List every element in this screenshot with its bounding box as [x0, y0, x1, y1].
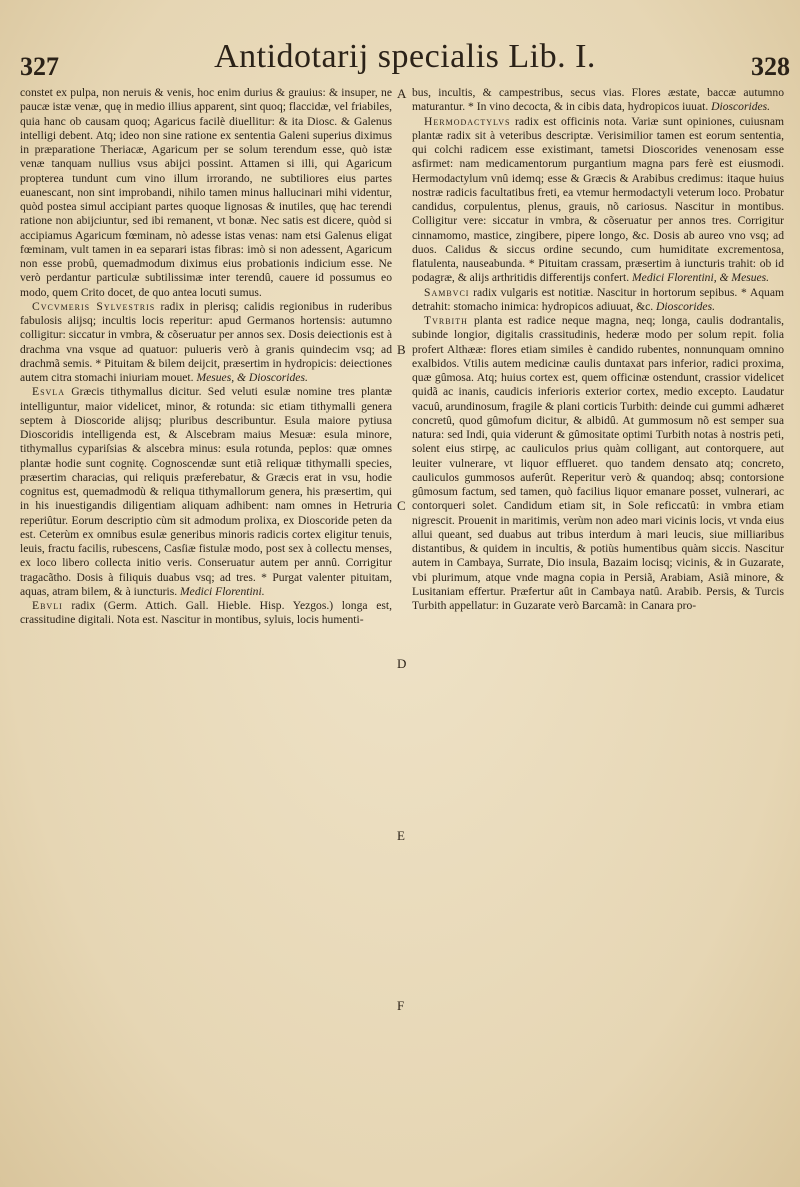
section-marker-f: F	[397, 998, 405, 1013]
entry-paragraph	[412, 115, 784, 286]
entry-text: constet ex pulpa, non neruis & venis, hoc enim durius & grauius: & insuper, ne paucæ istæ venæ, quę in medio illius apparent, sint quoq; flaccidæ, vel friabiles, quia hanc ob causam quoq; Agaricus facilè diuellitur: & ita Diosc. & Galenus intelligi debent. Atq; ideo non sine ratione ex sententia Galeni superius diximus in præparatione Theriacæ, Agaricum per se solum terendum esse, quò istæ venæ tanquam nullius vsus abijci possint. Attamen si illi, qui Agaricum propterea tundunt cum vino illum irrorando, ne subtiliores eius partes euanescant, non sint improbandi, nihilo tamen minus hallucinari mihi videntur, quòd postea simul accipiant partes quoque lignosas & inutiles, quę hac terendi ratione non abijciuntur, sed ibi remanent, vt bonæ. Nec satis est dicere, quòd si accipiamus Agaricum fœminam, nò adesse istas venas: nam etsi Galenus eligat fœminam, vult tamen in ea separari istas fibras: imò si non adessent, Agaricum non esse probû, quemadmodum diximus eius probationis indicium esse. Ne verò perdantur particulæ subtilissimæ inter terendû, cauere id possumus eo modo, quem Crito docet, de quo antea locuti sumus.	[20, 86, 392, 299]
entry-text: bus, incultis, & campestribus, secus vias. Flores æstate, baccæ autumno maturantur. * In vino decocta, & in cibis data, hydropicos iuuat.	[412, 86, 784, 114]
running-title: Antidotarij specialis Lib. I.	[214, 38, 596, 75]
entry-citation: Dioscorides.	[653, 299, 715, 313]
entry-paragraph	[20, 300, 392, 386]
entry-citation: Dioscorides.	[708, 100, 771, 114]
entry-headword: Esvla	[32, 385, 65, 399]
section-marker-c: C	[397, 498, 406, 513]
entry-text: planta est radice neque magna, neq; longa, caulis dodrantalis, subinde longior, digitalis crassitudinis, hederæ modo per solum repit. folia profert Althææ: flores etiam similes è candido rubentes, nonnunquam omnino exalbidos. Vtilis autem medicinæ caulis duntaxat pars inferior, radici proxima, quæ gûmosa. Atq; huius cortex est, quem officinæ ostendunt, crassior videlicet quidã ac inanis, caudicis inferioris exterior cortex, medio excepto. Laudatur vacuû, arundinosum, fragile & plani corticis Turbith: deinde cui gummi adhæret concretû, quod gûmofum dicitur, & albidû. At gummosum nõ est semper sua natura: sed Indi, quia viderunt & gûmositate optimi Turbith notas à nostris peti, solent eius stirpę, ac cauliculos prius quàm colligant, aut contorquere, aut leuiter vulnerare, vt liquor efflueret. quo tandem densato atq; concreto, cauliculos gummosos auferût. Reperitur verò & quandoq; absq; contorsione gûmosum factum, sed tamen, quò facilius liquor emanare posset, vulnerari, ac contorqueri solet. Candidum etiam sit, in Sole reficcatû: in vmbra etiam nigrescit. Prouenit in maritimis, verùm non adeo mari vicinis locis, vt vnda eius allui queant, sed duabus aut tribus interdum à mari leucis, siue milliaribus distantibus, & quidem in incultis, & potiùs humentibus quàm siccis. Nascitur autem in Cambaya, Surrate, Dio insula, Bazaim locisq; vicinis, & in Guzarate, vbi plurimum, atque vnde magna copia in Persiã, Arabiam, Asiã minore, & Lusitaniam effertur. Præfertur aût in Cambaya natû. Arabib. Persis, & Turcis Turbith appellatur: in Guzarate verò Barcamã: in Canara pro-	[412, 314, 784, 612]
entry-paragraph	[20, 385, 392, 599]
entry-headword: Tvrbith	[424, 314, 468, 327]
section-marker-a: A	[397, 86, 407, 101]
entry-paragraph	[412, 314, 784, 613]
section-marker-d: D	[397, 656, 407, 671]
entry-text: radix est officinis nota. Variæ sunt opiniones, cuiusnam plantæ radix sit à veteribus descriptæ. Verisimilior tamen est eorum sententia, qui colchi radicem esse existimant, tametsi Dioscorides venenosam esse asfirmet: nam medicamentorum purgantium magna pars ferè est eiusmodi. Hermodactylum vnû idemq; esse & Græcis & Arabibus credimus: itaque huius nostræ radicis facultatibus freti, ea vtemur hermodactyli veterum loco. Probatur candidus, corpulentus, plenus, grauis, nõ cariosus. Nascitur in montibus. Colligitur vere: siccatur in vmbra, & cõseruatur per annos tres. Corrigitur cinnamomo, mastice, zingibere, pipere longo, &c. Dosis ab aureo vno vsq; ad duos. Calidus & siccus ordine secundo, cum humiditate excrementosa, flatulenta, nauseabunda. * Pituitam crassam, præsertim à iuncturis trahit: ob id podagræ, & alijs arthritidis differentijs confert.	[412, 114, 784, 285]
section-marker-e: E	[397, 828, 405, 843]
entry-text: radix vulgaris est notitiæ. Nascitur in hortorum sepibus. * Aquam detrahit: stomacho inimica: hydropicos adiuuat, &c.	[412, 285, 784, 313]
entry-headword: Sambvci	[424, 285, 470, 299]
page-header	[20, 38, 790, 82]
page-number-right: 328	[751, 52, 790, 81]
entry-citation: Mesues, & Dioscorides.	[193, 371, 308, 384]
entry-text: Græcis tithymallus dicitur. Sed veluti esulæ nomine tres plantæ intelliguntur, maior videlicet, minor, & rotunda: sic etiam tithymalli genera septem à Dioscoride alijsq; pluribus describuntur. Esula maiore pytiusa Dioscoridis intelligenda est, & Alscebram maius Mesuæ: esula minore, tithymallus cypariſsias & alscebra minus: esula rotunda, peplos: quæ omnes plantæ hodie sunt cognitę. Cognoscendæ sunt etiã reliquæ tithymalli species, præsertim characias, qui reliquis præferebatur, & Græcis erat in vsu, hodie cognitus est, quemadmodù & reliqua tithymallorum genera, his præsertim, qui in his inuestigandis diligentiam aliquam adhibent: nam omnes in Hetruria reperiûtur. Eorum descriptio cùm sit admodum prolixa, ex Dioscoride peten da est. Ceterùm ex omnibus esulæ generibus minoris radicis cortex eligitur tenuis, leuis, fractu facilis, rubescens, Casſiæ fistulæ modo, post sex à collectu menses, ex loco libero collecta initio veris. Conseruatur autem per annû. Corrigitur tragacãtho. Dosis à filiquis duabus vsq; ad tres. * Purgat valenter pituitam, aquas, atram bilem, & à iuncturis.	[20, 385, 392, 598]
right-column	[412, 86, 784, 1146]
entry-paragraph	[412, 286, 784, 315]
entry-paragraph	[20, 599, 392, 628]
continued-paragraph	[20, 86, 392, 300]
section-marker-b: B	[397, 342, 406, 357]
entry-text: radix in plerisq; calidis regionibus in ruderibus fabulosis alijsq; incultis locis reperitur: apud Germanos hortensis: autumno colligitur: siccatur in vmbra, & cõseruatur per annos sex. Dosis deiectionis est à drachma vna vsque ad quatuor: pulueris verò à granis quindecim vsq; ad drachmã semis. * Pituitam & bilem deijcit, præsertim in hydropicis: deiectiones autem citra stomachi iniuriam mouet.	[20, 299, 392, 384]
section-markers	[397, 86, 411, 1146]
entry-headword: Hermodactylvs	[424, 114, 511, 128]
entry-text: radix (Germ. Attich. Gall. Hieble. Hisp. Yezgos.) longa est, crassitudine digitali. Nota est. Nascitur in montibus, syluis, locis humenti-	[20, 599, 392, 627]
left-column	[20, 86, 392, 1146]
entry-headword: Ebvli	[32, 599, 63, 612]
entry-headword: Cvcvmeris Sylvestris	[32, 299, 156, 313]
entry-citation: Medici Florentini.	[177, 584, 265, 598]
continued-paragraph	[412, 86, 784, 115]
page-number-left: 327	[20, 52, 59, 81]
entry-citation: Medici Florentini, & Mesues.	[629, 271, 770, 285]
